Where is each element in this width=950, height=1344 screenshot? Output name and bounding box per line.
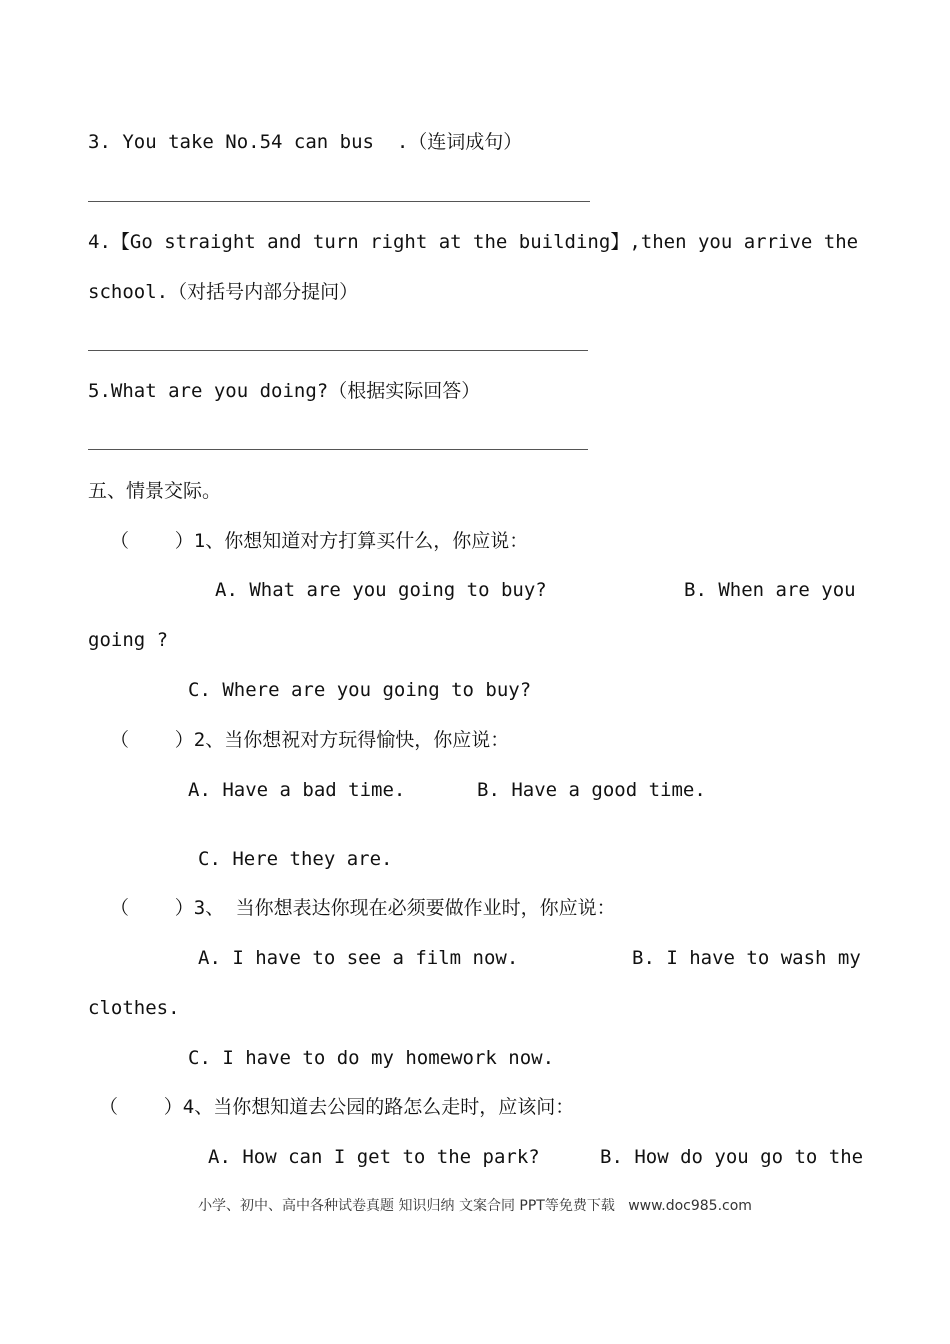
question-5-1-option-b: B. When are you bbox=[684, 579, 856, 601]
question-5-2-stem: （ ）2、当你想祝对方玩得愉快，你应说： bbox=[110, 729, 510, 751]
question-4-4-line1: 4.【Go straight and turn right at the building】,then you arrive the bbox=[88, 231, 859, 253]
question-5-3-option-c: C. I have to do my homework now. bbox=[188, 1047, 555, 1069]
question-5-3-option-b-continued: clothes. bbox=[88, 997, 180, 1019]
question-5-3-option-b: B. I have to wash my bbox=[632, 947, 861, 969]
page-footer: 小学、初中、高中各种试卷真题 知识归纳 文案合同 PPT等免费下载 www.doc985.com bbox=[198, 1198, 752, 1214]
answer-line-4-4 bbox=[88, 350, 588, 351]
question-4-3: 3. You take No.54 can bus .（连词成句） bbox=[88, 131, 523, 153]
question-5-3-option-a: A. I have to see a film now. bbox=[198, 947, 519, 969]
question-5-1-option-a: A. What are you going to buy? bbox=[215, 579, 547, 601]
answer-line-4-3 bbox=[88, 201, 590, 202]
question-4-4-line2: school.（对括号内部分提问） bbox=[88, 281, 359, 303]
section-5-title: 五、情景交际。 bbox=[88, 480, 222, 502]
question-5-1-stem: （ ）1、你想知道对方打算买什么，你应说： bbox=[110, 530, 529, 552]
question-5-2-option-b: B. Have a good time. bbox=[477, 779, 706, 801]
question-5-4-option-a: A. How can I get to the park? bbox=[208, 1146, 540, 1168]
question-5-2-option-a: A. Have a bad time. bbox=[188, 779, 406, 801]
question-5-3-stem: （ ）3、 当你想表达你现在必须要做作业时，你应说： bbox=[110, 897, 616, 919]
question-5-4-option-b: B. How do you go to the bbox=[600, 1146, 864, 1168]
answer-line-4-5 bbox=[88, 449, 588, 450]
question-5-4-stem: （ ）4、当你想知道去公园的路怎么走时，应该问： bbox=[99, 1096, 575, 1118]
question-5-1-option-c: C. Where are you going to buy? bbox=[188, 679, 532, 701]
question-4-5: 5.What are you doing?（根据实际回答） bbox=[88, 380, 481, 402]
question-5-2-option-c: C. Here they are. bbox=[198, 848, 393, 870]
question-5-1-option-b-continued: going ? bbox=[88, 629, 169, 651]
